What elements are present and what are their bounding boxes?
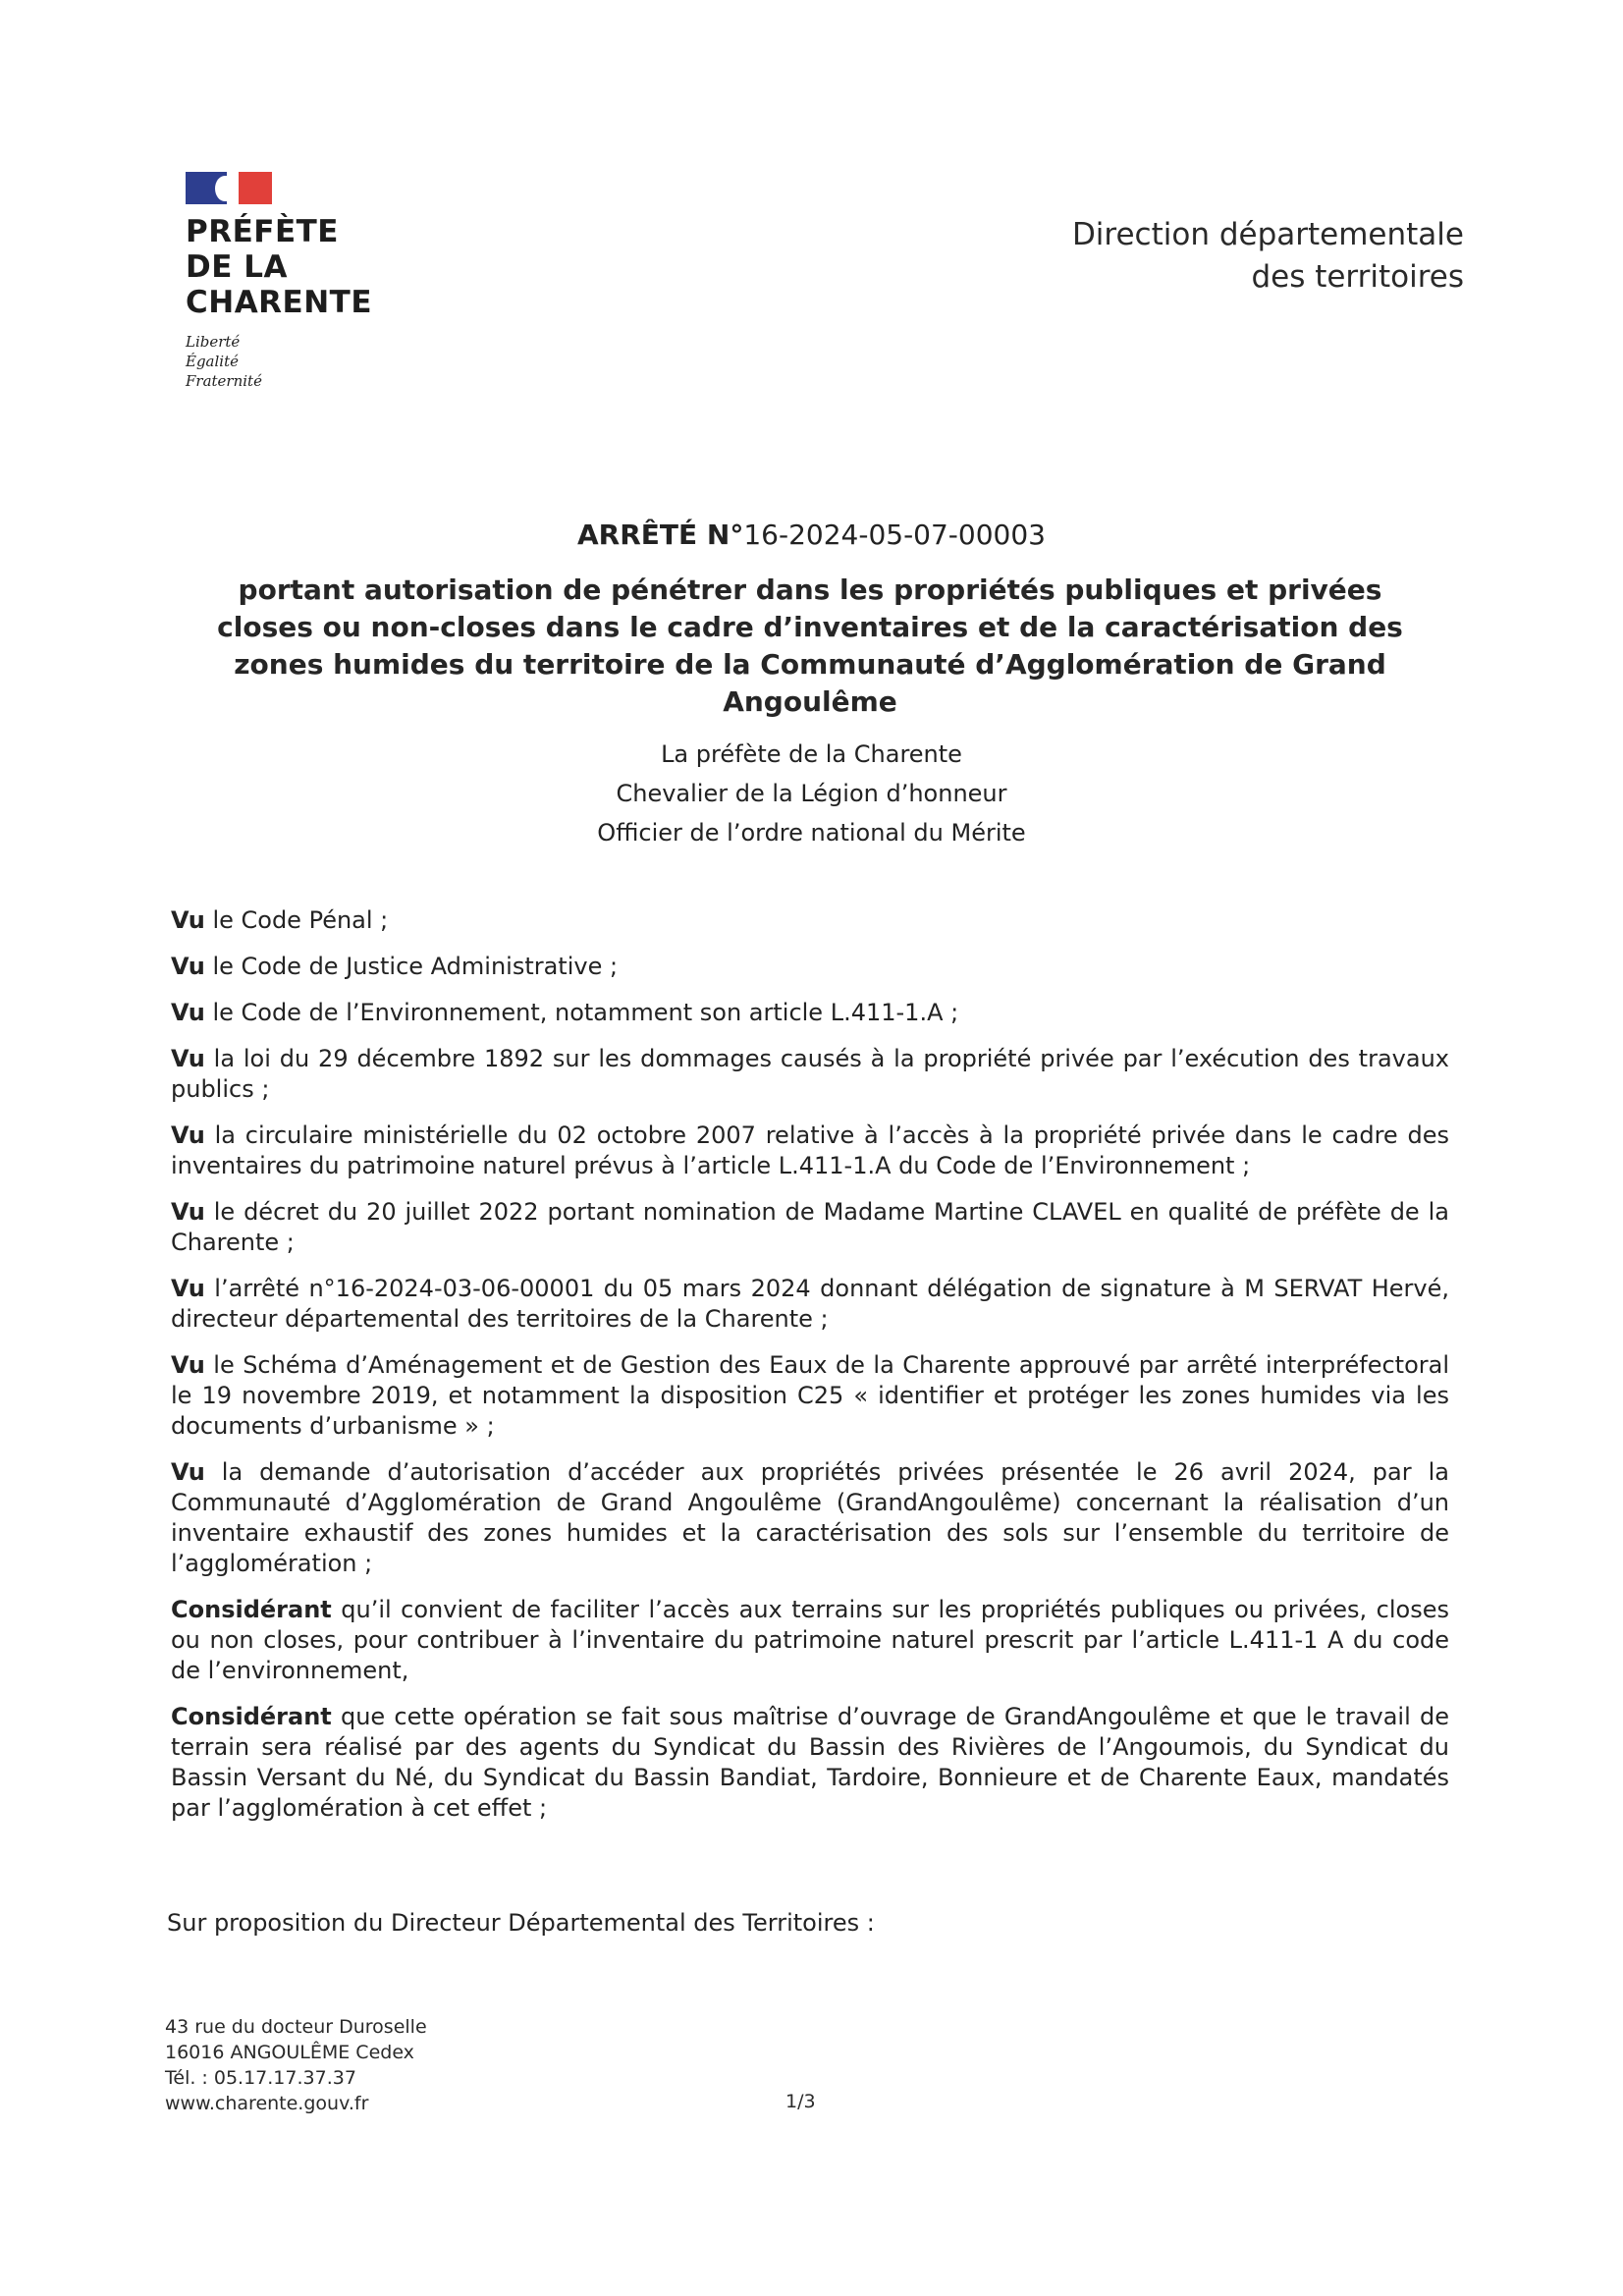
consideration-paragraph (171, 1121, 1449, 1181)
paragraph-text: l’arrêté n°16-2024-03-06-00001 du 05 mars 2024 donnant délégation de signature à M SERVAT Hervé, directeur départemental des territoires de la Charente ; (171, 1275, 1449, 1333)
decree-number-label: ARRÊTÉ N° (577, 519, 744, 551)
paragraph-keyword: Vu (171, 906, 205, 934)
consideration-paragraph (171, 952, 1449, 982)
consideration-paragraph (171, 1350, 1449, 1442)
paragraph-keyword: Considérant (171, 1703, 332, 1730)
consideration-paragraph (171, 1197, 1449, 1258)
authority-line: Officier de l’ordre national du Mérite (597, 819, 1026, 847)
paragraph-keyword: Vu (171, 1275, 205, 1302)
motto-line: Fraternité (186, 372, 262, 390)
direction-line: des territoires (1251, 259, 1464, 295)
paragraph-text: le Code Pénal ; (204, 906, 389, 934)
paragraph-text: la circulaire ministérielle du 02 octobre 2007 relative à l’accès à la propriété privée dans le cadre des inventaires du patrimoine naturel prévus à l’article L.411-1.A du Code de l’Environnement ; (171, 1121, 1449, 1179)
phone-line: Tél. : 05.17.17.37.37 (165, 2067, 356, 2089)
consideration-paragraph (171, 998, 1449, 1028)
paragraph-keyword: Vu (171, 1458, 205, 1486)
prefecture-name (186, 214, 411, 320)
page-number: 1/3 (785, 2091, 816, 2112)
consideration-paragraph (171, 1044, 1449, 1105)
decree-number (0, 519, 1623, 551)
paragraph-text: la demande d’autorisation d’accéder aux propriétés privées présentée le 26 avril 2024, par la Communauté d’Agglomération de Grand Angoulême (GrandAngoulême) concernant la réalisation d’un inventaire exhaustif des zones humides et la caractérisation des sols sur l’ensemble du territoire de l’agglomération ; (171, 1458, 1449, 1577)
republic-motto (186, 332, 411, 391)
motto-line: Égalité (186, 353, 239, 370)
website-link[interactable]: www.charente.gouv.fr (165, 2093, 369, 2114)
consideration-paragraph (171, 1595, 1449, 1686)
address-line: 43 rue du docteur Duroselle (165, 2016, 427, 2038)
marianne-flag-icon (186, 172, 272, 204)
proposal-line: Sur proposition du Directeur Départemental des Territoires : (167, 1909, 875, 1937)
paragraph-keyword: Vu (171, 999, 205, 1026)
paragraph-keyword: Vu (171, 1121, 205, 1149)
footer-address (165, 2014, 427, 2116)
authority-line: La préfète de la Charente (661, 740, 962, 768)
motto-line: Liberté (186, 333, 241, 351)
paragraph-keyword: Vu (171, 1351, 205, 1379)
prefecture-name-line: PRÉFÈTE (186, 214, 339, 249)
issuing-direction (1072, 214, 1464, 299)
authority-block (0, 735, 1623, 852)
paragraph-keyword: Vu (171, 953, 205, 980)
consideration-paragraph (171, 1702, 1449, 1824)
authority-line: Chevalier de la Légion d’honneur (616, 780, 1007, 807)
address-line: 16016 ANGOULÊME Cedex (165, 2042, 414, 2063)
considerations-list (171, 905, 1449, 1839)
paragraph-keyword: Vu (171, 1045, 205, 1072)
direction-line: Direction départementale (1071, 217, 1464, 252)
paragraph-text: qu’il convient de faciliter l’accès aux terrains sur les propriétés publiques ou privées, closes ou non closes, pour contribuer à l’inventaire du patrimoine naturel prescrit par l’article L.411-1 A du code de l’environnement, (171, 1596, 1449, 1684)
decree-subject: portant autorisation de pénétrer dans les propriétés publiques et privées closes ou non-closes dans le cadre d’inventaires et de la caractérisation des zones humides du territoire de la Communauté d’Agglomération de Grand Angoulême (217, 574, 1403, 718)
paragraph-text: le décret du 20 juillet 2022 portant nomination de Madame Martine CLAVEL en qualité de préfète de la Charente ; (171, 1198, 1449, 1256)
prefecture-name-line: DE LA (186, 249, 288, 285)
paragraph-text: le Code de Justice Administrative ; (204, 953, 619, 980)
prefecture-name-line: CHARENTE (186, 285, 372, 320)
paragraph-text: que cette opération se fait sous maîtrise d’ouvrage de GrandAngoulême et que le travail de terrain sera réalisé par des agents du Syndicat du Bassin des Rivières de l’Angoumois, du Syndicat du Bassin Versant du Né, du Syndicat du Bassin Bandiat, Tardoire, Bonnieure et de Charente Eaux, mandatés par l’agglomération à cet effet ; (171, 1703, 1449, 1822)
paragraph-text: le Code de l’Environnement, notamment son article L.411-1.A ; (204, 999, 959, 1026)
consideration-paragraph (171, 1274, 1449, 1335)
consideration-paragraph (171, 905, 1449, 936)
consideration-paragraph (171, 1457, 1449, 1579)
paragraph-keyword: Vu (171, 1198, 205, 1226)
paragraph-keyword: Considérant (171, 1596, 332, 1623)
prefecture-logo (186, 172, 411, 391)
paragraph-text: le Schéma d’Aménagement et de Gestion des Eaux de la Charente approuvé par arrêté interpréfectoral le 19 novembre 2019, et notamment la disposition C25 « identifier et protéger les zones humides via les documents d’urbanisme » ; (171, 1351, 1449, 1440)
decree-number-value: 16-2024-05-07-00003 (743, 519, 1046, 551)
paragraph-text: la loi du 29 décembre 1892 sur les dommages causés à la propriété privée par l’exécution des travaux publics ; (171, 1045, 1449, 1103)
